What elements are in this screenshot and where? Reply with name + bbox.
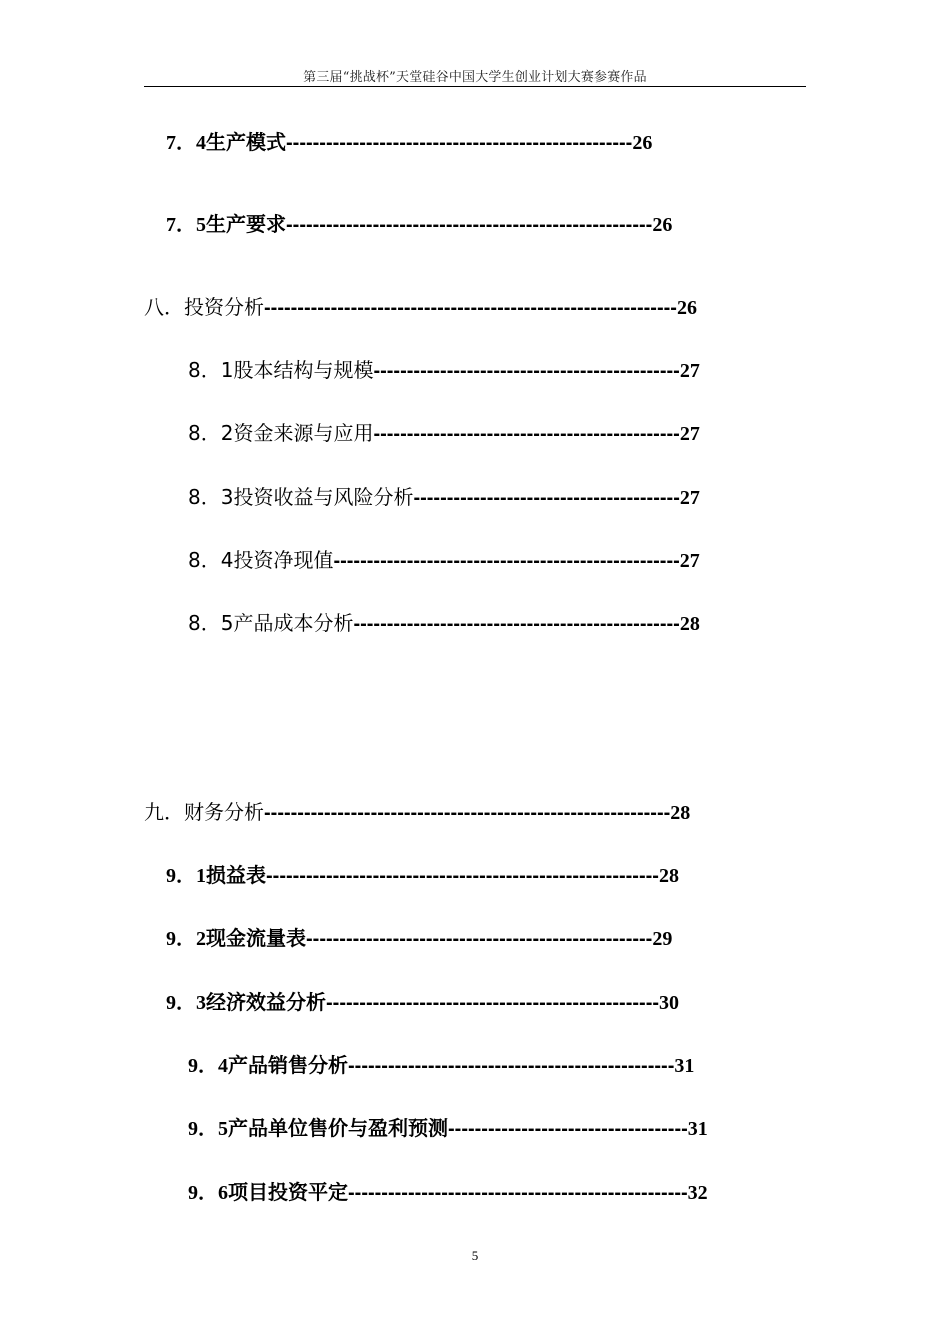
toc-entry-number: 7．5 <box>166 214 206 236</box>
toc-entry-number: 7．4 <box>166 132 206 154</box>
toc-entry-chapter-9[interactable] <box>144 800 778 825</box>
toc-leader-dots: ---------------------------------------------------- <box>286 132 633 154</box>
toc-entry-title: 股本结构与规模 <box>233 358 374 382</box>
toc-entry-8-4[interactable] <box>188 548 778 573</box>
toc-entry-page: 30 <box>659 992 680 1014</box>
toc-leader-dots: ------------------------------------------------------------- <box>264 802 671 824</box>
toc-entry-title: 产品成本分析 <box>233 611 354 635</box>
toc-entry-page: 31 <box>674 1055 695 1077</box>
toc-entry-number: 9．5 <box>188 1118 228 1140</box>
toc-leader-dots: ------------------------------------------------------- <box>286 214 653 236</box>
toc-leader-dots: ----------------------------------------------------------- <box>266 865 659 887</box>
toc-entry-9-3[interactable] <box>166 990 756 1015</box>
toc-entry-8-1[interactable] <box>188 358 778 383</box>
toc-entry-page: 27 <box>679 360 700 382</box>
toc-entry-page: 26 <box>632 132 653 154</box>
toc-entry-7-4[interactable] <box>166 130 738 155</box>
toc-entry-page: 27 <box>679 550 700 572</box>
toc-entry-number: 9．3 <box>166 992 206 1014</box>
toc-entry-9-1[interactable] <box>166 863 756 888</box>
toc-leader-dots: -------------------------------------------------------------- <box>264 297 677 319</box>
toc-entry-number: 八． <box>144 295 184 319</box>
page-header: 第三届“挑战杯”天堂硅谷中国大学生创业计划大赛参赛作品 <box>303 70 647 85</box>
toc-entry-9-4[interactable] <box>188 1053 778 1078</box>
toc-entry-title: 投资收益与风险分析 <box>233 485 414 509</box>
toc-entry-page: 27 <box>679 487 700 509</box>
toc-entry-page: 28 <box>658 865 679 887</box>
toc-leader-dots: ------------------------------------------------- <box>353 613 680 635</box>
header-rule <box>144 86 806 87</box>
toc-leader-dots: ---------------------------------------------------- <box>306 928 653 950</box>
toc-entry-page: 26 <box>652 214 673 236</box>
toc-entry-8-2[interactable] <box>188 421 778 446</box>
toc-entry-number: 8．2 <box>188 421 234 445</box>
toc-entry-page: 29 <box>652 928 673 950</box>
toc-entry-page: 32 <box>687 1182 708 1204</box>
toc-entry-7-5[interactable] <box>166 212 746 237</box>
toc-entry-number: 9．1 <box>166 865 206 887</box>
toc-leader-dots: ---------------------------------------------------- <box>333 550 680 572</box>
toc-leader-dots: ---------------------------------------------- <box>373 360 680 382</box>
toc-entry-title: 资金来源与应用 <box>233 421 374 445</box>
toc-entry-title: 投资净现值 <box>233 548 334 572</box>
toc-entry-page: 31 <box>687 1118 708 1140</box>
toc-entry-8-5[interactable] <box>188 611 778 636</box>
toc-entry-page: 27 <box>679 423 700 445</box>
toc-entry-number: 8．4 <box>188 548 234 572</box>
toc-leader-dots: ---------------------------------------- <box>413 487 680 509</box>
toc-leader-dots: -------------------------------------------------- <box>326 992 660 1014</box>
toc-entry-number: 9．2 <box>166 928 206 950</box>
toc-entry-number: 8．3 <box>188 485 234 509</box>
toc-entry-number: 9．4 <box>188 1055 228 1077</box>
toc-entry-page: 26 <box>676 297 697 319</box>
toc-entry-page: 28 <box>670 802 691 824</box>
toc-entry-9-6[interactable] <box>188 1180 784 1205</box>
toc-entry-title: 投资分析 <box>184 295 264 319</box>
toc-leader-dots: --------------------------------------------------- <box>348 1182 688 1204</box>
toc-entry-title: 生产要求 <box>206 212 286 236</box>
toc-leader-dots: ---------------------------------------------- <box>373 423 680 445</box>
toc-entry-title: 损益表 <box>206 863 266 887</box>
toc-entry-number: 九． <box>144 800 184 824</box>
toc-entry-title: 经济效益分析 <box>206 990 326 1014</box>
toc-entry-number: 9．6 <box>188 1182 228 1204</box>
toc-entry-9-2[interactable] <box>166 926 756 951</box>
toc-entry-title: 现金流量表 <box>206 926 306 950</box>
page-number: 5 <box>471 1248 479 1263</box>
toc-entry-title: 项目投资平定 <box>228 1180 348 1204</box>
toc-entry-chapter-8[interactable] <box>144 295 774 320</box>
toc-leader-dots: ------------------------------------------------- <box>348 1055 675 1077</box>
toc-entry-title: 生产模式 <box>206 130 286 154</box>
toc-entry-title: 产品销售分析 <box>228 1053 348 1077</box>
toc-entry-page: 28 <box>679 613 700 635</box>
toc-entry-9-5[interactable] <box>188 1116 784 1141</box>
toc-entry-number: 8．5 <box>188 611 234 635</box>
toc-leader-dots: ------------------------------------ <box>448 1118 688 1140</box>
toc-entry-8-3[interactable] <box>188 485 778 510</box>
toc-entry-number: 8．1 <box>188 358 234 382</box>
toc-entry-title: 财务分析 <box>184 800 264 824</box>
toc-entry-title: 产品单位售价与盈利预测 <box>228 1116 448 1140</box>
